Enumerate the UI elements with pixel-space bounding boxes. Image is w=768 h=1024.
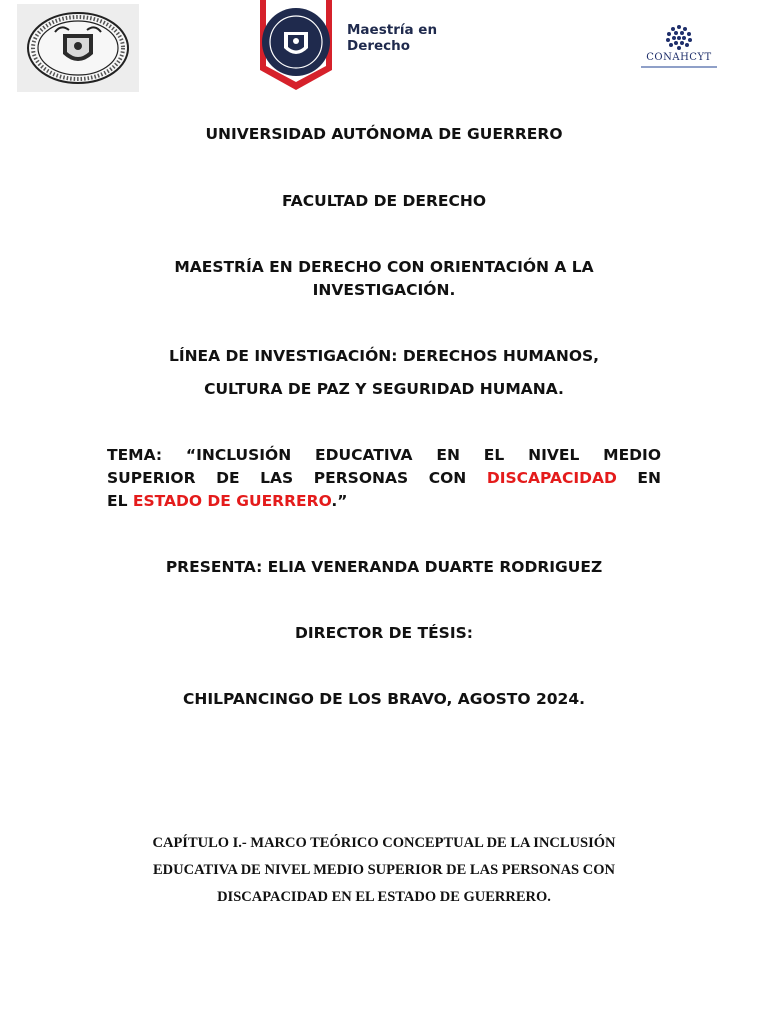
theme-line-3-suffix: .”: [331, 492, 348, 510]
faculty-name: FACULTAD DE DERECHO: [281, 192, 487, 210]
chapter-line-1: CAPÍTULO I.- MARCO TEÓRICO CONCEPTUAL DE LA INCLUSIÓN: [152, 835, 616, 851]
theme-line-2-suffix: EN: [637, 469, 661, 487]
program-line-2: INVESTIGACIÓN.: [312, 281, 456, 299]
program-line-1: MAESTRÍA EN DERECHO CON ORIENTACIÓN A LA: [174, 258, 594, 276]
maestria-brand-text: [347, 22, 437, 54]
theme-line-3: [107, 490, 661, 513]
chapter-line-3: DISCAPACIDAD EN EL ESTADO DE GUERRERO.: [217, 889, 551, 905]
chapter-line-2: EDUCATIVA DE NIVEL MEDIO SUPERIOR DE LAS PERSONAS CON: [153, 862, 615, 878]
theme-line-2: [107, 467, 661, 490]
conahcyt-name: CONAHCYT: [646, 52, 712, 63]
conahcyt-subtitle-bar: [641, 66, 717, 68]
theme-line-1: TEMA: “INCLUSIÓN EDUCATIVA EN EL NIVEL MEDIO: [107, 446, 661, 464]
presenter: PRESENTA: ELIA VENERANDA DUARTE RODRIGUEZ: [165, 558, 603, 576]
thesis-director: DIRECTOR DE TÉSIS:: [295, 624, 473, 642]
university-name: UNIVERSIDAD AUTÓNOMA DE GUERRERO: [205, 125, 563, 143]
theme-line-3-prefix: EL: [107, 492, 128, 510]
thesis-theme: [107, 444, 661, 513]
brand-line2: Derecho: [347, 38, 411, 54]
maestria-logo: [250, 0, 480, 92]
university-seal-ribbon-icon: [250, 0, 342, 92]
university-logo-left: [17, 4, 139, 92]
university-seal-icon: [25, 10, 131, 86]
research-line-2: CULTURA DE PAZ Y SEGURIDAD HUMANA.: [204, 380, 564, 398]
place-and-date: CHILPANCINGO DE LOS BRAVO, AGOSTO 2024.: [183, 690, 585, 708]
theme-line-2-prefix: SUPERIOR DE LAS PERSONAS CON: [107, 469, 467, 487]
conahcyt-emblem-icon: [662, 24, 696, 52]
chapter-heading: [130, 830, 638, 911]
brand-line1: Maestría en: [347, 22, 438, 38]
conahcyt-logo: [625, 24, 733, 74]
research-line-1: LÍNEA DE INVESTIGACIÓN: DERECHOS HUMANOS,: [168, 347, 600, 365]
theme-highlight-estado: ESTADO DE GUERRERO: [132, 492, 332, 510]
theme-highlight-discapacidad: DISCAPACIDAD: [486, 469, 617, 487]
